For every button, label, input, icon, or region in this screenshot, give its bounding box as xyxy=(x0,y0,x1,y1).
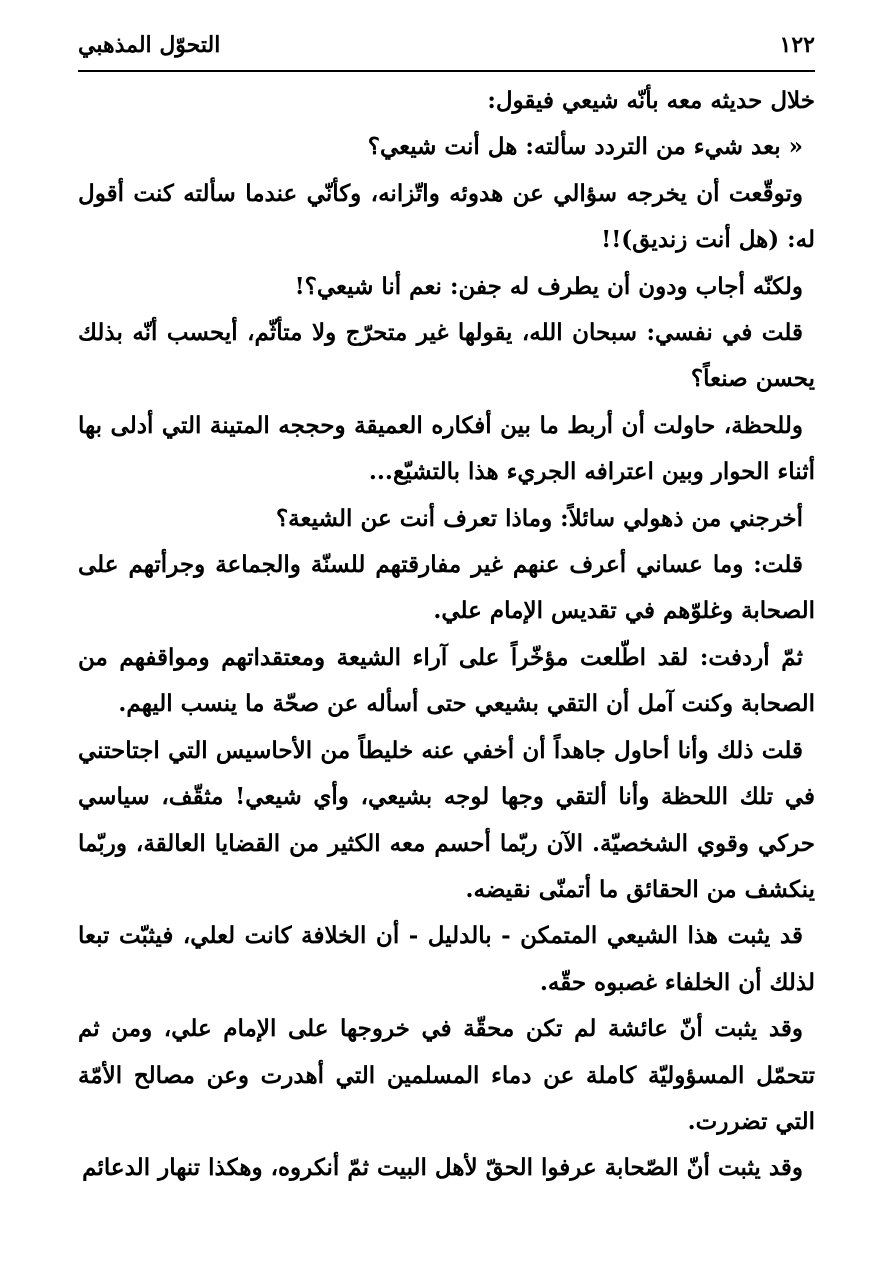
paragraph: قلت ذلك وأنا أحاول جاهداً أن أخفي عنه خليطاً من الأحاسيس التي اجتاحتني في تلك اللحظة وأنا ألتقي وجها لوجه بشيعي، وأي شيعي! مثقّف، سياسي حركي وقوي الشخصيّة. الآن ربّما أحسم معه الكثير من القضايا العالقة، وربّما ينكشف من الحقائق ما أتمنّى نقيضه. xyxy=(78,736,815,903)
paragraph: أخرجني من ذهولي سائلاً: وماذا تعرف أنت عن الشيعة؟ xyxy=(275,504,803,532)
page-number: ١٢٢ xyxy=(779,32,815,58)
running-title: التحوّل المذهبي xyxy=(78,32,221,58)
paragraph: ثمّ أردفت: لقد اطّلعت مؤخّراً على آراء الشيعة ومعتقداتهم ومواقفهم من الصحابة وكنت آمل أن التقي بشيعي حتى أسأله عن صحّة ما ينسب اليهم. xyxy=(78,643,815,718)
paragraph: وتوقّعت أن يخرجه سؤالي عن هدوئه واتّزانه، وكأنّي عندما سألته كنت أقول له: (هل أنت زنديق)!! xyxy=(78,179,815,254)
paragraph: وقد يثبت أنّ عائشة لم تكن محقّة في خروجها على الإمام علي، ومن ثم تتحمّل المسؤوليّة كاملة عن دماء المسلمين التي أهدرت وعن مصالح الأمّة التي تضررت. xyxy=(78,1015,815,1135)
page-body xyxy=(78,78,815,1192)
paragraph: خلال حديثه معه بأنّه شيعي فيقول: xyxy=(487,87,815,114)
paragraph: ولكنّه أجاب ودون أن يطرف له جفن: نعم أنا شيعي؟! xyxy=(294,272,803,300)
paragraph: قلت في نفسي: سبحان الله، يقولها غير متحرّج ولا متأثّم، أيحسب أنّه بذلك يحسن صنعاً؟ xyxy=(78,319,815,393)
page-header xyxy=(78,30,815,66)
paragraph: « بعد شيء من التردد سألته: هل أنت شيعي؟ xyxy=(367,133,803,161)
paragraph: قلت: وما عساني أعرف عنهم غير مفارقتهم للسنّة والجماعة وجرأتهم على الصحابة وغلوّهم في تقديس الإمام علي. xyxy=(78,551,815,625)
header-divider xyxy=(78,70,815,72)
paragraph: قد يثبت هذا الشيعي المتمكن - بالدليل - أن الخلافة كانت لعلي، فيثبّت تبعا لذلك أن الخلفاء غصبوه حقّه. xyxy=(78,922,815,996)
paragraph: وللحظة، حاولت أن أربط ما بين أفكاره العميقة وحججه المتينة التي أدلى بها أثناء الحوار وبين اعترافه الجريء هذا بالتشيّع... xyxy=(78,411,815,486)
paragraph: وقد يثبت أنّ الصّحابة عرفوا الحقّ لأهل البيت ثمّ أنكروه، وهكذا تنهار الدعائم xyxy=(82,1154,803,1182)
